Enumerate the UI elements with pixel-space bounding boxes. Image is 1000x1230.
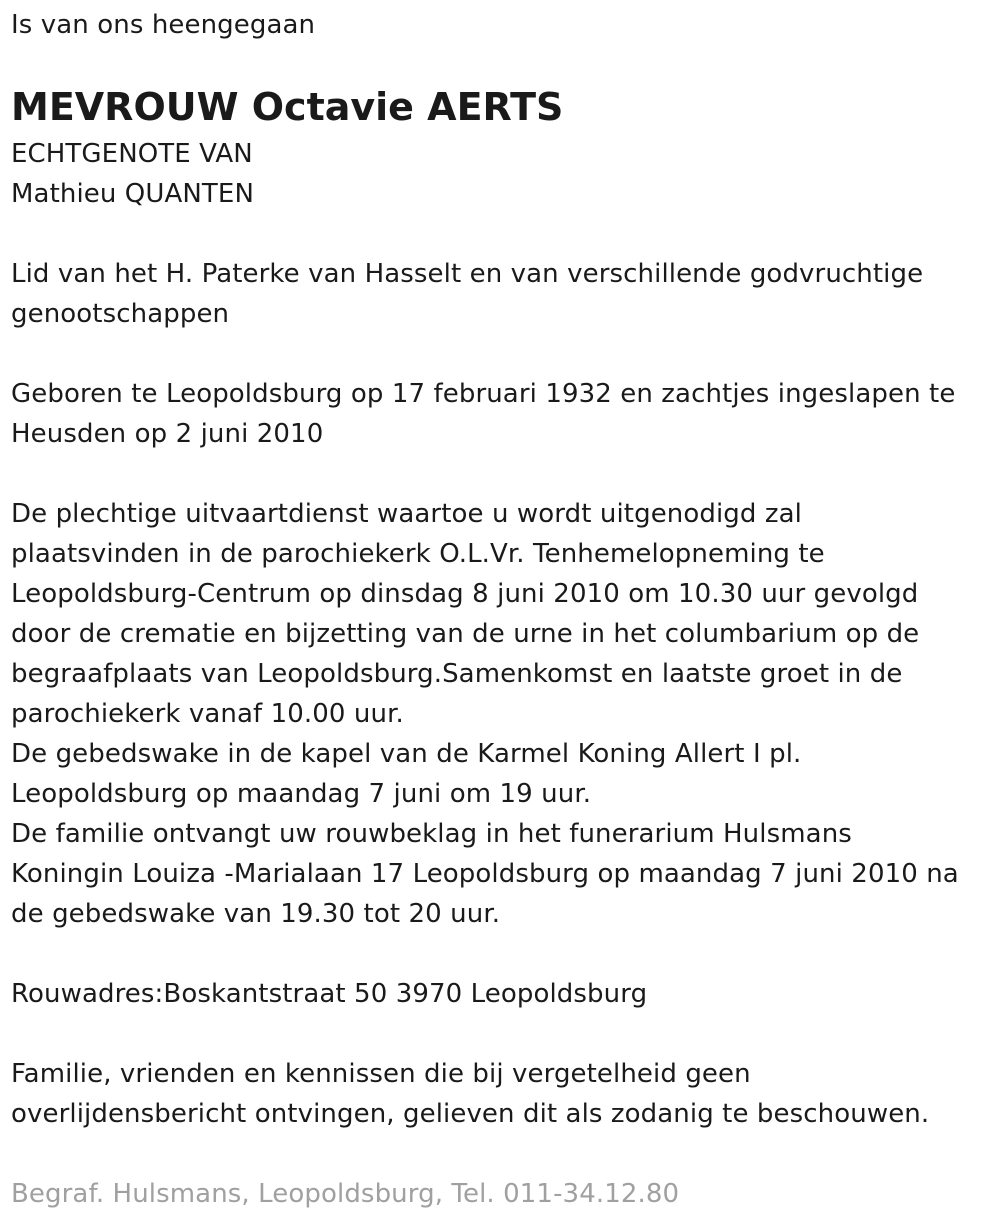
service-block <box>11 494 959 934</box>
condolence-line: de gebedswake van 19.30 tot 20 uur. <box>11 899 501 929</box>
funeral-home-footer: Begraf. Hulsmans, Leopoldsburg, Tel. 011-34.12.80 <box>11 1179 680 1209</box>
service-line: door de crematie en bijzetting van de urne in het columbarium op de <box>11 619 920 649</box>
mourning-address-block <box>11 974 647 1014</box>
notice-line: overlijdensbericht ontvingen, gelieven dit als zodanig te beschouwen. <box>11 1099 930 1129</box>
notice-block <box>11 1054 929 1134</box>
birth-death-line: Geboren te Leopoldsburg op 17 februari 1932 en zachtjes ingeslapen te <box>11 379 956 409</box>
membership-line: genootschappen <box>11 299 230 329</box>
vigil-line: Leopoldsburg op maandag 7 juni om 19 uur. <box>11 779 592 809</box>
birth-death-block <box>11 374 955 454</box>
service-line: plaatsvinden in de parochiekerk O.L.Vr. Tenhemelopneming te <box>11 539 825 569</box>
deceased-name: MEVROUW Octavie AERTS <box>11 85 564 129</box>
condolence-line: De familie ontvangt uw rouwbeklag in het funerarium Hulsmans <box>11 819 852 849</box>
birth-death-line: Heusden op 2 juni 2010 <box>11 419 324 449</box>
service-line: parochiekerk vanaf 10.00 uur. <box>11 699 404 729</box>
notice-line: Familie, vrienden en kennissen die bij vergetelheid geen <box>11 1059 751 1089</box>
spouse-label: ECHTGENOTE VAN <box>11 139 253 169</box>
spouse-name: Mathieu QUANTEN <box>11 179 254 209</box>
service-line: begraafplaats van Leopoldsburg.Samenkomst en laatste groet in de <box>11 659 903 689</box>
membership-block <box>11 254 923 334</box>
mourning-address: Rouwadres:Boskantstraat 50 3970 Leopoldsburg <box>11 979 648 1009</box>
vigil-line: De gebedswake in de kapel van de Karmel Koning Allert I pl. <box>11 739 802 769</box>
intro-text: Is van ons heengegaan <box>11 10 316 40</box>
condolence-line: Koningin Louiza -Marialaan 17 Leopoldsburg op maandag 7 juni 2010 na <box>11 859 959 889</box>
service-line: De plechtige uitvaartdienst waartoe u wordt uitgenodigd zal <box>11 499 802 529</box>
spouse-block <box>11 134 254 214</box>
service-line: Leopoldsburg-Centrum op dinsdag 8 juni 2010 om 10.30 uur gevolgd <box>11 579 919 609</box>
membership-line: Lid van het H. Paterke van Hasselt en van verschillende godvruchtige <box>11 259 924 289</box>
